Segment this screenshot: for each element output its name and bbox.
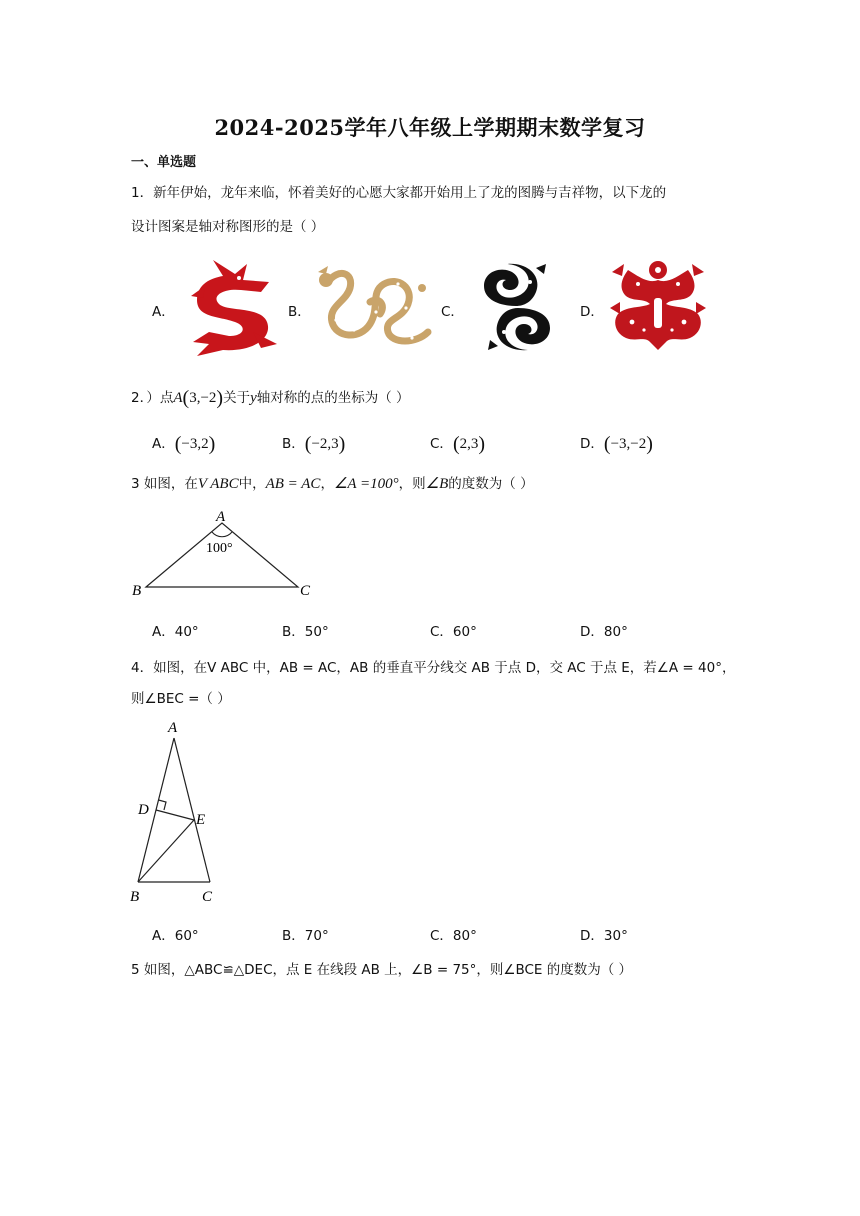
q2-coords: 3,−2 bbox=[189, 390, 217, 406]
q1-line2: 设计图案是轴对称图形的是（ ） bbox=[131, 219, 325, 235]
q3-triangle: V ABC bbox=[197, 476, 239, 492]
q4-fig-label-b: B bbox=[130, 889, 140, 905]
q4-option-a: A．60° bbox=[152, 928, 199, 944]
q1-option-b-label: B． bbox=[288, 304, 311, 320]
q4-line1: 4．如图，在V ABC 中，AB = AC，AB 的垂直平分线交 AB 于点 D，交 AC 于点 E，若∠A = 40°， bbox=[131, 660, 736, 676]
q3-stem: 3 如图，在V ABC中，AB = AC，∠A =100°，则∠B的度数为（ ） bbox=[131, 476, 534, 492]
q2-option-c: C．(2,3) bbox=[430, 433, 486, 455]
dragon-gold-icon bbox=[314, 262, 440, 350]
q3-eq3: ∠B bbox=[425, 476, 449, 492]
q3-eq2: ∠A =100° bbox=[333, 476, 399, 492]
q1-option-d-label: D． bbox=[580, 304, 604, 320]
q4-fig-label-d: D bbox=[138, 802, 149, 818]
q2-option-a: A．(−3,2) bbox=[152, 433, 216, 455]
dragon-red-icon bbox=[183, 252, 281, 358]
q2-stem: 2．）点A(3,−2)关于y轴对称的点的坐标为（ ） bbox=[131, 387, 410, 409]
q3-fig-label-b: B bbox=[132, 583, 142, 599]
q3-fig-label-a: A bbox=[216, 509, 226, 525]
q3-option-a: A．40° bbox=[152, 624, 199, 640]
q2-option-d: D．(−3,−2) bbox=[580, 433, 653, 455]
q2-axis: y bbox=[250, 390, 257, 406]
q2-point: A bbox=[173, 390, 183, 406]
q2-option-d-value: −3,−2 bbox=[610, 436, 647, 452]
q2-prefix: 2．）点 bbox=[131, 390, 174, 406]
page-title: 2024-2025学年八年级上学期期末数学复习 bbox=[214, 115, 646, 140]
q3-option-b: B．50° bbox=[282, 624, 329, 640]
q4-option-c: C．80° bbox=[430, 928, 477, 944]
q3-fig-angle: 100° bbox=[206, 541, 233, 556]
q5-line1: 5 如图，△ABC≌△DEC，点 E 在线段 AB 上，∠B = 75°，则∠BCE 的度数为（ ） bbox=[131, 962, 633, 978]
q3-triangle-figure bbox=[126, 505, 322, 601]
q1-line1: 1．新年伊始，龙年来临，怀着美好的心愿大家都开始用上了龙的图腾与吉祥物，以下龙的 bbox=[131, 185, 667, 201]
q3-option-c: C．60° bbox=[430, 624, 477, 640]
q2-option-a-value: −3,2 bbox=[181, 436, 209, 452]
q2-option-b-value: −2,3 bbox=[311, 436, 339, 452]
dragon-black-pair-icon bbox=[470, 262, 564, 352]
q4-line2: 则∠BEC =（ ） bbox=[131, 691, 231, 707]
q4-option-d: D．30° bbox=[580, 928, 628, 944]
q4-option-b: B．70° bbox=[282, 928, 329, 944]
q2-suffix: 轴对称的点的坐标为（ ） bbox=[256, 390, 410, 406]
q2-option-c-value: 2,3 bbox=[459, 436, 479, 452]
q3-text-a: 3 如图，在 bbox=[131, 476, 198, 492]
q3-option-d: D．80° bbox=[580, 624, 628, 640]
q4-fig-label-a: A bbox=[168, 720, 178, 736]
q2-option-b: B．(−2,3) bbox=[282, 433, 346, 455]
q3-eq1: AB = AC bbox=[265, 476, 321, 492]
dragon-papercut-icon bbox=[608, 258, 708, 354]
q4-fig-label-c: C bbox=[202, 889, 213, 905]
q1-option-a-label: A． bbox=[152, 304, 175, 320]
q1-option-c-label: C． bbox=[441, 304, 464, 320]
q3-fig-label-c: C bbox=[300, 583, 311, 599]
q4-triangle-figure bbox=[126, 718, 226, 908]
q2-suffix-pre: 关于 bbox=[223, 390, 251, 406]
q4-fig-label-e: E bbox=[196, 812, 206, 828]
section-heading: 一、单选题 bbox=[131, 155, 197, 170]
